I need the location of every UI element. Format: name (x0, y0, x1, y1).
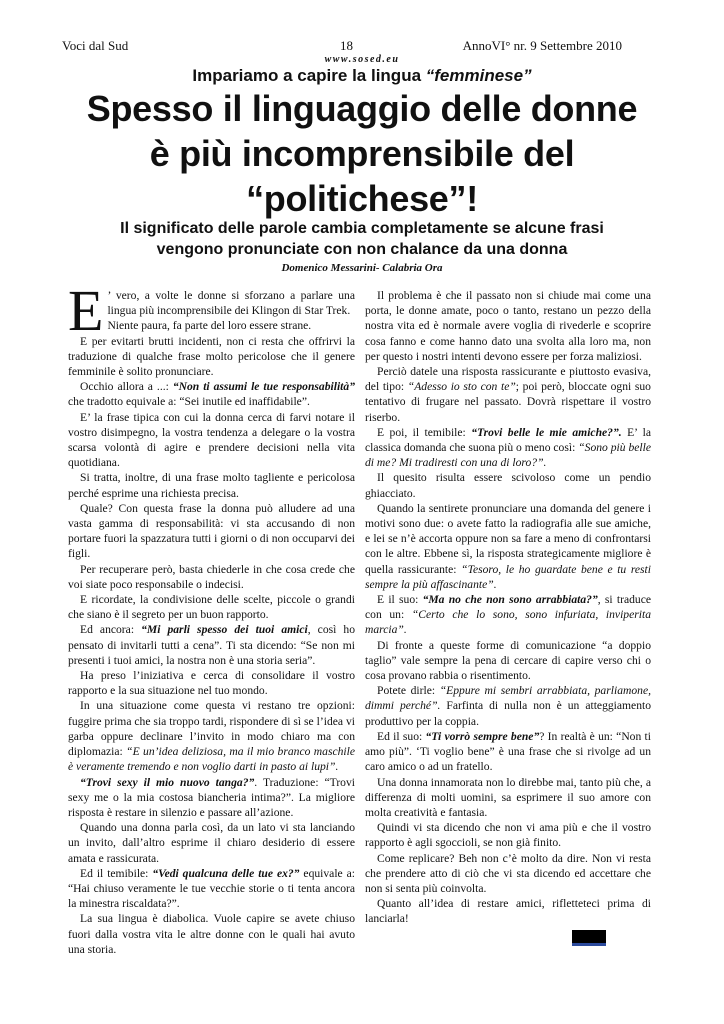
paragraph (365, 592, 651, 638)
text-run: E poi, il temibile: (377, 425, 472, 439)
paragraph: E’ la frase tipica con cui la donna cerca di farvi notare il vostro disimpegno, la vostra tendenza a delegare o la vostra scarsa volontà di agire e prendere decisioni nella vita quotidiana. (68, 410, 355, 470)
text-run: , si traduce con un: (365, 593, 651, 622)
text-run: Perciò datele una risposta rassicurante e piuttosto evasiva, del tipo: (365, 365, 651, 394)
text-run: Potete dirle: (377, 684, 440, 698)
paragraph: Ha preso l’iniziativa e cerca di consolidare il vostro rapporto e la sua situazione nel tuo mondo. (68, 669, 355, 698)
text-run: Ed ancora: (80, 623, 142, 637)
text-run: ; poi però, bloccate ogni suo tentativo di frugare nel passato. Dovrà rispettare il vostro riserbo. (365, 380, 651, 424)
subtitle-line-1: Il significato delle parole cambia completamente se alcune frasi (120, 220, 604, 237)
quoted-phrase: “Tesoro, le ho guardate bene e tu resti sempre la più affascinante”. (365, 562, 651, 591)
drop-cap: E (68, 278, 104, 343)
text-run: Farfinta di nulla non è un atteggiamento produttivo per la coppia. (365, 699, 652, 728)
paragraph (365, 501, 651, 592)
text-run: ? In realtà è un: “Non ti amo più”. ‘Ti voglio bene” è una frase che si rivolge ad un caro amico o ad un fratello. (365, 729, 652, 774)
quoted-phrase: “Mi parli spesso dei tuoi amici (141, 623, 308, 637)
quoted-phrase: “Non ti assumi le tue responsabilità” (172, 380, 355, 394)
quoted-phrase: “Eppure mi sembri arrabbiata, parliamone, dimmi perché”. (365, 684, 651, 713)
quoted-phrase: “Adesso io sto con te” (407, 380, 516, 394)
text-run: che tradotto equivale a: “Sei inutile ed inaffidabile”. (68, 395, 310, 409)
paragraph (68, 866, 355, 912)
paragraph: Quando una donna parla così, da un lato vi sta lanciando un invito, dall’altro esprime il chiaro desiderio di essere amata e rassicurata. (68, 821, 355, 865)
text-run: E il suo: (377, 593, 423, 607)
title-line-2: è più incomprensibile del (149, 133, 575, 174)
text-run: Ed il suo: (377, 729, 426, 743)
quoted-phrase: “Trovi belle le mie amiche?”. (471, 425, 622, 439)
paragraph: Come replicare? Beh non c’è molto da dire. Non vi resta che prendere atto di ciò che vi sta dicendo ed accettare che non si senta più coinvolta. (365, 851, 651, 895)
text-run: Ed il temibile: (80, 866, 153, 880)
article-subtitle (52, 218, 672, 260)
header-page-number: 18 (340, 38, 353, 53)
text-run: equivale a: “Hai chiuso veramente le tue vecchie storie o ti tenta ancora la minestra riscaldata?”. (68, 866, 355, 911)
header-website: www.sosed.eu (324, 54, 400, 65)
text-run: . Traduzione: “Trovi sexy me o la mia costosa biancheria intima?”. La migliore risposta è restare in silenzio e passare all’azione. (68, 775, 356, 819)
quoted-phrase: “E un’idea deliziosa, ma il mio branco maschile è veramente tremendo e non voglio darti in pasto ai lupi”. (68, 745, 355, 774)
paragraph (68, 379, 355, 409)
paragraph: Quale? Con questa frase la donna può alludere ad una vasta gamma di responsabilità: vi sta accusando di non portare fuori la spazzatura tutti i giorni o di non occuparvi dei figli. (68, 501, 355, 561)
paragraph: E ricordate, la condivisione delle scelte, piccole o grandi che siano è il segreto per un buon rapporto. (68, 593, 355, 622)
paragraph: Il problema è che il passato non si chiude mai come una porta, le donne amate, poco o tanto, restano un pezzo della nostra vita ed è normale avere voglia di rivederle e scoprire cosa fanno e come hanno dato una svolta alla loro ma, non per questo i nostri intenti devono essere per forza maliziosi. (365, 289, 651, 363)
paragraph: Si tratta, inoltre, di una frase molto tagliente e pericolosa perché esprime una richiesta precisa. (68, 471, 355, 500)
text-run: Quando la sentirete pronunciare una domanda del genere i motivi sono due: o avete fatto la radiografia alle sue amiche, e lei se n’è accorta oppure non sa fare a meno di confrontarsi con le altre. Ebbene sì, la risposta strategicamente migliore è quella rassicurante: (365, 501, 651, 576)
quoted-phrase: “Sono più belle di me? Mi tradiresti con una di loro?”. (365, 441, 651, 470)
paragraph (68, 698, 355, 774)
quoted-phrase: “Certo che lo sono, sono infuriata, inviperita marcia”. (365, 608, 651, 637)
kicker-emphasis: “femminese” (425, 66, 532, 85)
quoted-phrase: “Ma no che non sono arrabbiata?” (422, 593, 598, 607)
paragraph: Una donna innamorata non lo direbbe mai, tanto più che, a differenza di molti uomini, sa esprimere il suo amore con molta creatività e fantasia. (365, 775, 651, 819)
title-line-1: Spesso il linguaggio delle donne (86, 88, 638, 129)
paragraph (68, 775, 355, 821)
right-column (365, 288, 651, 927)
quoted-phrase: “Vedi qualcuna delle tue ex?” (152, 866, 300, 880)
text-run: E’ la classica domanda che suona più o meno così: (365, 425, 651, 455)
paragraph (365, 683, 651, 729)
paragraph (365, 364, 651, 425)
paragraph: Per recuperare però, basta chiederle in che cosa crede che voi siate poco responsabile o indecisi. (68, 562, 355, 591)
text-run: , così ho pensato di invitarli tutti a cena”. Ti sta dicendo: “Se non mi presenti i tuoi amici, la nostra non è una storia seria”. (68, 623, 355, 667)
paragraph: Il quesito risulta essere scivoloso come un pendio ghiacciato. (365, 471, 651, 500)
quoted-phrase: “Trovi sexy il mio nuovo tanga?” (80, 775, 255, 789)
text-run: In una situazione come questa vi restano tre opzioni: fuggire prima che sia troppo tardi, rispondere di sì se l’idea vi garba oppure declinare l’invito in modo chiaro ma con diplomazia: (68, 699, 355, 759)
subtitle-line-2: vengono pronunciate con non chalance da una donna (156, 241, 568, 258)
kicker-text: Impariamo a capire la lingua (192, 66, 426, 85)
paragraph: Niente paura, fa parte del loro essere strane. (107, 319, 312, 333)
paragraph (365, 729, 651, 775)
text-run: Occhio allora a ...: (80, 380, 173, 394)
end-of-article-mark (572, 930, 606, 946)
article-kicker (0, 66, 724, 86)
paragraph: Di fronte a queste forme di comunicazione “a doppio taglio” vale sempre la pena di cercare di capire verso chi o cosa provano rabbia o risentimento. (365, 638, 651, 683)
paragraph-text: ’ vero, a volte le donne si sforzano a parlare una lingua più incomprensibile dei Klingon di Star Trek. (107, 289, 355, 318)
paragraph: Quanto all’idea di restare amici, rifletteteci prima di lanciarla! (365, 897, 651, 926)
paragraph (68, 622, 355, 668)
quoted-phrase: “Ti vorrò sempre bene” (425, 729, 540, 743)
header-publication-name: Voci dal Sud (62, 38, 129, 53)
title-line-3: “politichese”! (246, 178, 478, 219)
article-title (40, 86, 684, 221)
left-column (68, 278, 356, 957)
paragraph: E per evitarti brutti incidenti, non ci resta che offrirvi la traduzione di qualche frase molto pericolose che il genere femminile è solito pronunciare. (68, 334, 355, 379)
author-byline: Domenico Messarini- Calabria Ora (281, 262, 443, 274)
header-issue-date: AnnoVI° nr. 9 Settembre 2010 (462, 38, 622, 53)
paragraph: La sua lingua è diabolica. Vuole capire se avete chiuso fuori dalla vostra vita le altre donne con le quali hai avuto una storia. (68, 912, 355, 956)
paragraph: Quindi vi sta dicendo che non vi ama più e che il vostro rapporto è agli sgoccioli, se non già finito. (365, 821, 651, 850)
paragraph (365, 425, 651, 471)
